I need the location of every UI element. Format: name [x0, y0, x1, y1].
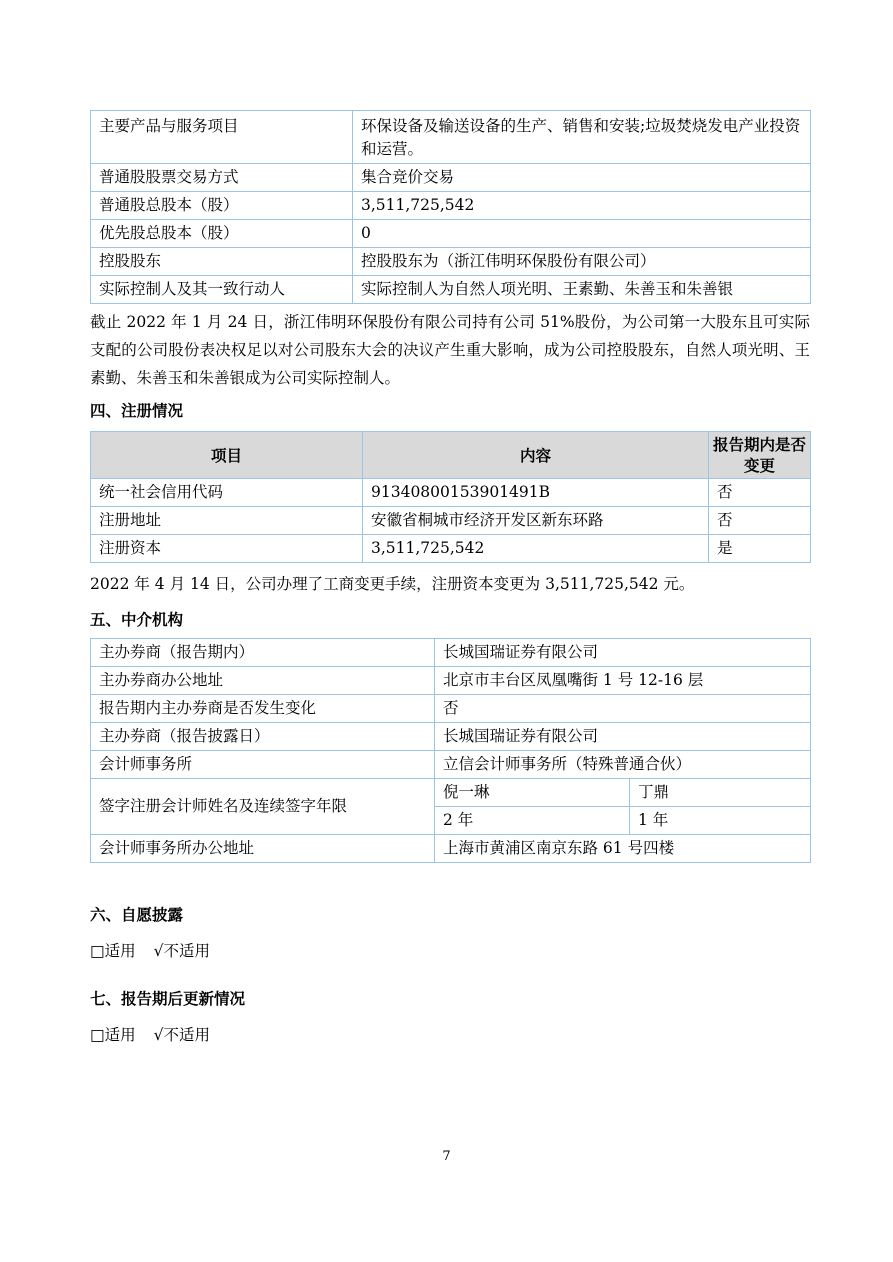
not-applicable-checked-option: √不适用 [153, 1026, 211, 1044]
column-header-changed: 报告期内是否变更 [709, 432, 811, 479]
section-heading-voluntary-disclosure: 六、自愿披露 [90, 906, 184, 924]
page-content [90, 110, 810, 1045]
table-row [91, 164, 811, 192]
section-heading-intermediaries: 五、中介机构 [90, 611, 184, 629]
page-number: 7 [442, 1149, 451, 1164]
row-label: 主办券商（报告披露日） [91, 723, 435, 751]
row-value: 立信会计师事务所（特殊普通合伙） [435, 751, 811, 779]
table-row [91, 248, 811, 276]
not-applicable-checked-option: √不适用 [153, 942, 211, 960]
row-value: 长城国瑞证券有限公司 [435, 639, 811, 667]
section-heading-post-period-updates: 七、报告期后更新情况 [90, 990, 246, 1008]
registration-change-note: 2022 年 4 月 14 日，公司办理了工商变更手续，注册资本变更为 3,511,725,542 元。 [90, 575, 695, 593]
table-row [91, 276, 811, 304]
table-header-row [91, 432, 811, 479]
row-value: 北京市丰台区凤凰嘴街 1 号 12-16 层 [435, 667, 811, 695]
table-row [91, 479, 811, 507]
registration-table [90, 431, 811, 563]
row-label: 会计师事务所办公地址 [91, 835, 435, 863]
intermediaries-table [90, 638, 811, 863]
row-label: 实际控制人及其一致行动人 [91, 276, 353, 304]
table-row [91, 535, 811, 563]
table-row [91, 507, 811, 535]
applicable-checkbox-option: □适用 [90, 1026, 136, 1044]
column-header-content: 内容 [363, 432, 709, 479]
row-value: 3,511,725,542 [353, 192, 811, 220]
signer-years: 2 年 [435, 807, 630, 835]
section-heading-registration: 四、注册情况 [90, 402, 184, 420]
table-row [91, 695, 811, 723]
row-item: 统一社会信用代码 [91, 479, 363, 507]
controlling-shareholder-paragraph: 截止 2022 年 1 月 24 日，浙江伟明环保股份有限公司持有公司 51%股份，为公司第一大股东且可实际支配的公司股份表决权足以对公司股东大会的决议产生重大影响，成为公司控股股东，自然人项光明、王素勤、朱善玉和朱善银成为公司实际控制人。 [90, 313, 810, 387]
table-row [91, 723, 811, 751]
table-row [91, 751, 811, 779]
row-label: 会计师事务所 [91, 751, 435, 779]
row-content: 3,511,725,542 [363, 535, 709, 563]
row-value: 0 [353, 220, 811, 248]
table-row-signer-names [91, 779, 811, 807]
row-value: 否 [435, 695, 811, 723]
row-changed: 否 [709, 479, 811, 507]
signer-name: 丁鼎 [630, 779, 811, 807]
row-value: 集合竞价交易 [353, 164, 811, 192]
row-content: 安徽省桐城市经济开发区新东环路 [363, 507, 709, 535]
row-value: 环保设备及输送设备的生产、销售和安装;垃圾焚烧发电产业投资和运营。 [353, 111, 811, 164]
applicable-checkbox-option: □适用 [90, 942, 136, 960]
row-content: 91340800153901491B [363, 479, 709, 507]
table-row [91, 192, 811, 220]
row-value: 长城国瑞证券有限公司 [435, 723, 811, 751]
voluntary-disclosure-options [90, 941, 810, 961]
row-label: 主要产品与服务项目 [91, 111, 353, 164]
row-label: 控股股东 [91, 248, 353, 276]
company-overview-table [90, 110, 811, 304]
row-changed: 是 [709, 535, 811, 563]
table-row [91, 639, 811, 667]
table-row [91, 667, 811, 695]
row-value: 上海市黄浦区南京东路 61 号四楼 [435, 835, 811, 863]
row-label: 优先股总股本（股） [91, 220, 353, 248]
row-changed: 否 [709, 507, 811, 535]
row-value: 控股股东为（浙江伟明环保股份有限公司） [353, 248, 811, 276]
row-value: 实际控制人为自然人项光明、王素勤、朱善玉和朱善银 [353, 276, 811, 304]
row-label: 普通股总股本（股） [91, 192, 353, 220]
signer-name: 倪一琳 [435, 779, 630, 807]
column-header-item: 项目 [91, 432, 363, 479]
row-item: 注册资本 [91, 535, 363, 563]
table-row [91, 835, 811, 863]
row-label: 普通股股票交易方式 [91, 164, 353, 192]
row-label: 主办券商办公地址 [91, 667, 435, 695]
row-label: 报告期内主办券商是否发生变化 [91, 695, 435, 723]
row-label: 主办券商（报告期内） [91, 639, 435, 667]
post-period-update-options [90, 1025, 810, 1045]
row-label: 签字注册会计师姓名及连续签字年限 [91, 779, 435, 835]
table-row [91, 220, 811, 248]
row-item: 注册地址 [91, 507, 363, 535]
table-row [91, 111, 811, 164]
signer-years: 1 年 [630, 807, 811, 835]
